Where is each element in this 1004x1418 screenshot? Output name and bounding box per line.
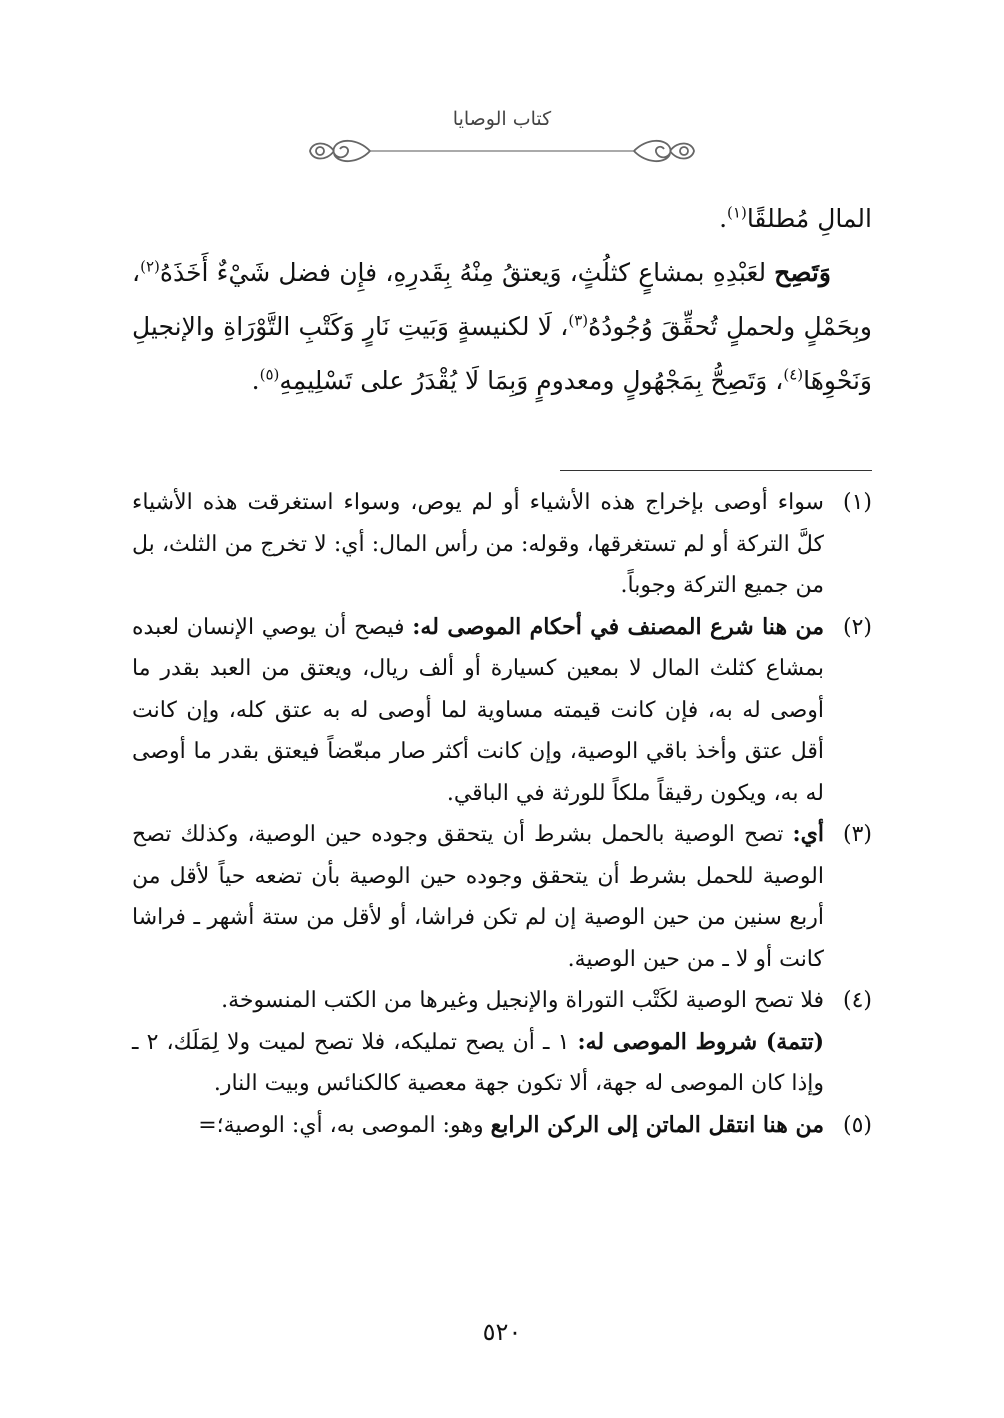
footnote-ref: (٥) (259, 365, 280, 384)
main-text-span: ، وَتَصِحُّ بِمَجْهُولٍ ومعدومٍ وَبِمَا لَا يُقْدَرُ على تَسْلِيمِهِ (279, 366, 784, 395)
main-text-span: . (719, 204, 728, 233)
footnote-bold-lead: من هنا شرع المصنف في أحكام الموصى له: (412, 613, 824, 640)
page-header (300, 108, 704, 168)
footnote-number: (١) (842, 490, 872, 515)
footnote-continuation (132, 1022, 824, 1105)
footnote-text: فيصح أن يوصي الإنسان لعبده بمشاع كثلث المال لا بمعين كسيارة أو ألف ريال، ويعتق من العبد بقدر ما أوصى له به، فإن كانت قيمته مساوية لما أوصى له به عتق كله، وإن كانت أقل عتق وأخذ باقي الوصية، وإن كانت أكثر صار مبعّضاً فيعتق بقدر ما أوصى له به، ويكون رقيقاً ملكاً للورثة في الباقي. (132, 614, 824, 806)
running-title: كتاب الوصايا (452, 108, 552, 130)
main-line-1 (132, 192, 872, 246)
footnote-2 (132, 607, 872, 815)
main-text-span: لعَبْدِهِ بمشاعٍ كثلُثٍ، وَيعتقُ مِنْهُ بِقَدرِهِ، فإِن فضل شَيْءٌ أَخَذَهُ (159, 258, 775, 287)
main-paragraph (132, 246, 872, 408)
footnote-bold-lead: أي: (792, 821, 824, 847)
footnote-1 (132, 482, 872, 607)
page-number: ٥٢٠ (482, 1318, 522, 1346)
footnote-text: وهو: الموصى به، أي: الوصية؛= (198, 1112, 491, 1138)
main-text-span: ، وبِحَمْلٍ ولحملٍ تُحقِّقَ وُجُودُهُ (132, 258, 873, 341)
footnote-3 (132, 814, 872, 980)
footnote-separator (560, 470, 872, 471)
footnote-text: فلا تصح الوصية لكَتْب التوراة والإنجيل وغيرها من الكتب المنسوخة. (221, 988, 824, 1013)
footnote-ref: (١) (727, 203, 747, 222)
footnote-text: تصح الوصية بالحمل بشرط أن يتحقق وجوده حين الوصية، وكذلك تصح الوصية للحمل بشرط أن يتحقق وجوده حين الوصية بأن تضعه حياً لأقل من أربع سنين من حين الوصية إن لم تكن فراشا، أو لأقل من ستة أشهر ـ فراشا كانت أو لا ـ من حين الوصية. (132, 822, 824, 972)
footnote-ref: (٣) (568, 311, 589, 330)
main-text-span: . (251, 366, 260, 395)
footnote-ref: (٢) (140, 257, 160, 276)
footnote-number: (٥) (842, 1112, 872, 1138)
footnote-5 (132, 1105, 872, 1147)
footnote-bold-lead: من هنا انتقل الماتن إلى الركن الرابع (490, 1111, 824, 1138)
bold-lead-word: وَتَصِح (774, 258, 831, 287)
footnote-text: ١ ـ أن يصح تمليكه، فلا تصح لميت ولا لِمَلَك، ٢ ـ وإذا كان الموصى له جهة، ألا تكون جهة معصية كالكنائس وبيت النار. (132, 1029, 824, 1096)
footnote-text: سواء أوصى بإخراج هذه الأشياء أو لم يوص، وسواء استغرقت هذه الأشياء كلَّ التركة أو لم تستغرقها، وقوله: من رأس المال: أي: لا تخرج من الثلث، بل من جميع التركة وجوباً. (132, 490, 824, 598)
main-text-span: ، لَا لكنيسةٍ وَبَيتِ نَارٍ وَكَتْبِ التَّوْرَاةِ والإنجيلِ وَنَحْوِهَا (132, 312, 872, 395)
footnote-ref: (٤) (783, 365, 804, 384)
footnotes (132, 482, 872, 1146)
main-text-span: المالِ مُطلقًا (746, 204, 872, 233)
footnote-number: (٢) (842, 614, 872, 640)
footnote-number: (٣) (842, 822, 872, 847)
footnote-number: (٤) (842, 988, 872, 1013)
footnote-bold-lead: (تتمة) شروط الموصى له: (577, 1028, 824, 1055)
footnote-4 (132, 980, 872, 1105)
ornament-divider-icon (300, 134, 704, 168)
main-text (132, 192, 872, 408)
